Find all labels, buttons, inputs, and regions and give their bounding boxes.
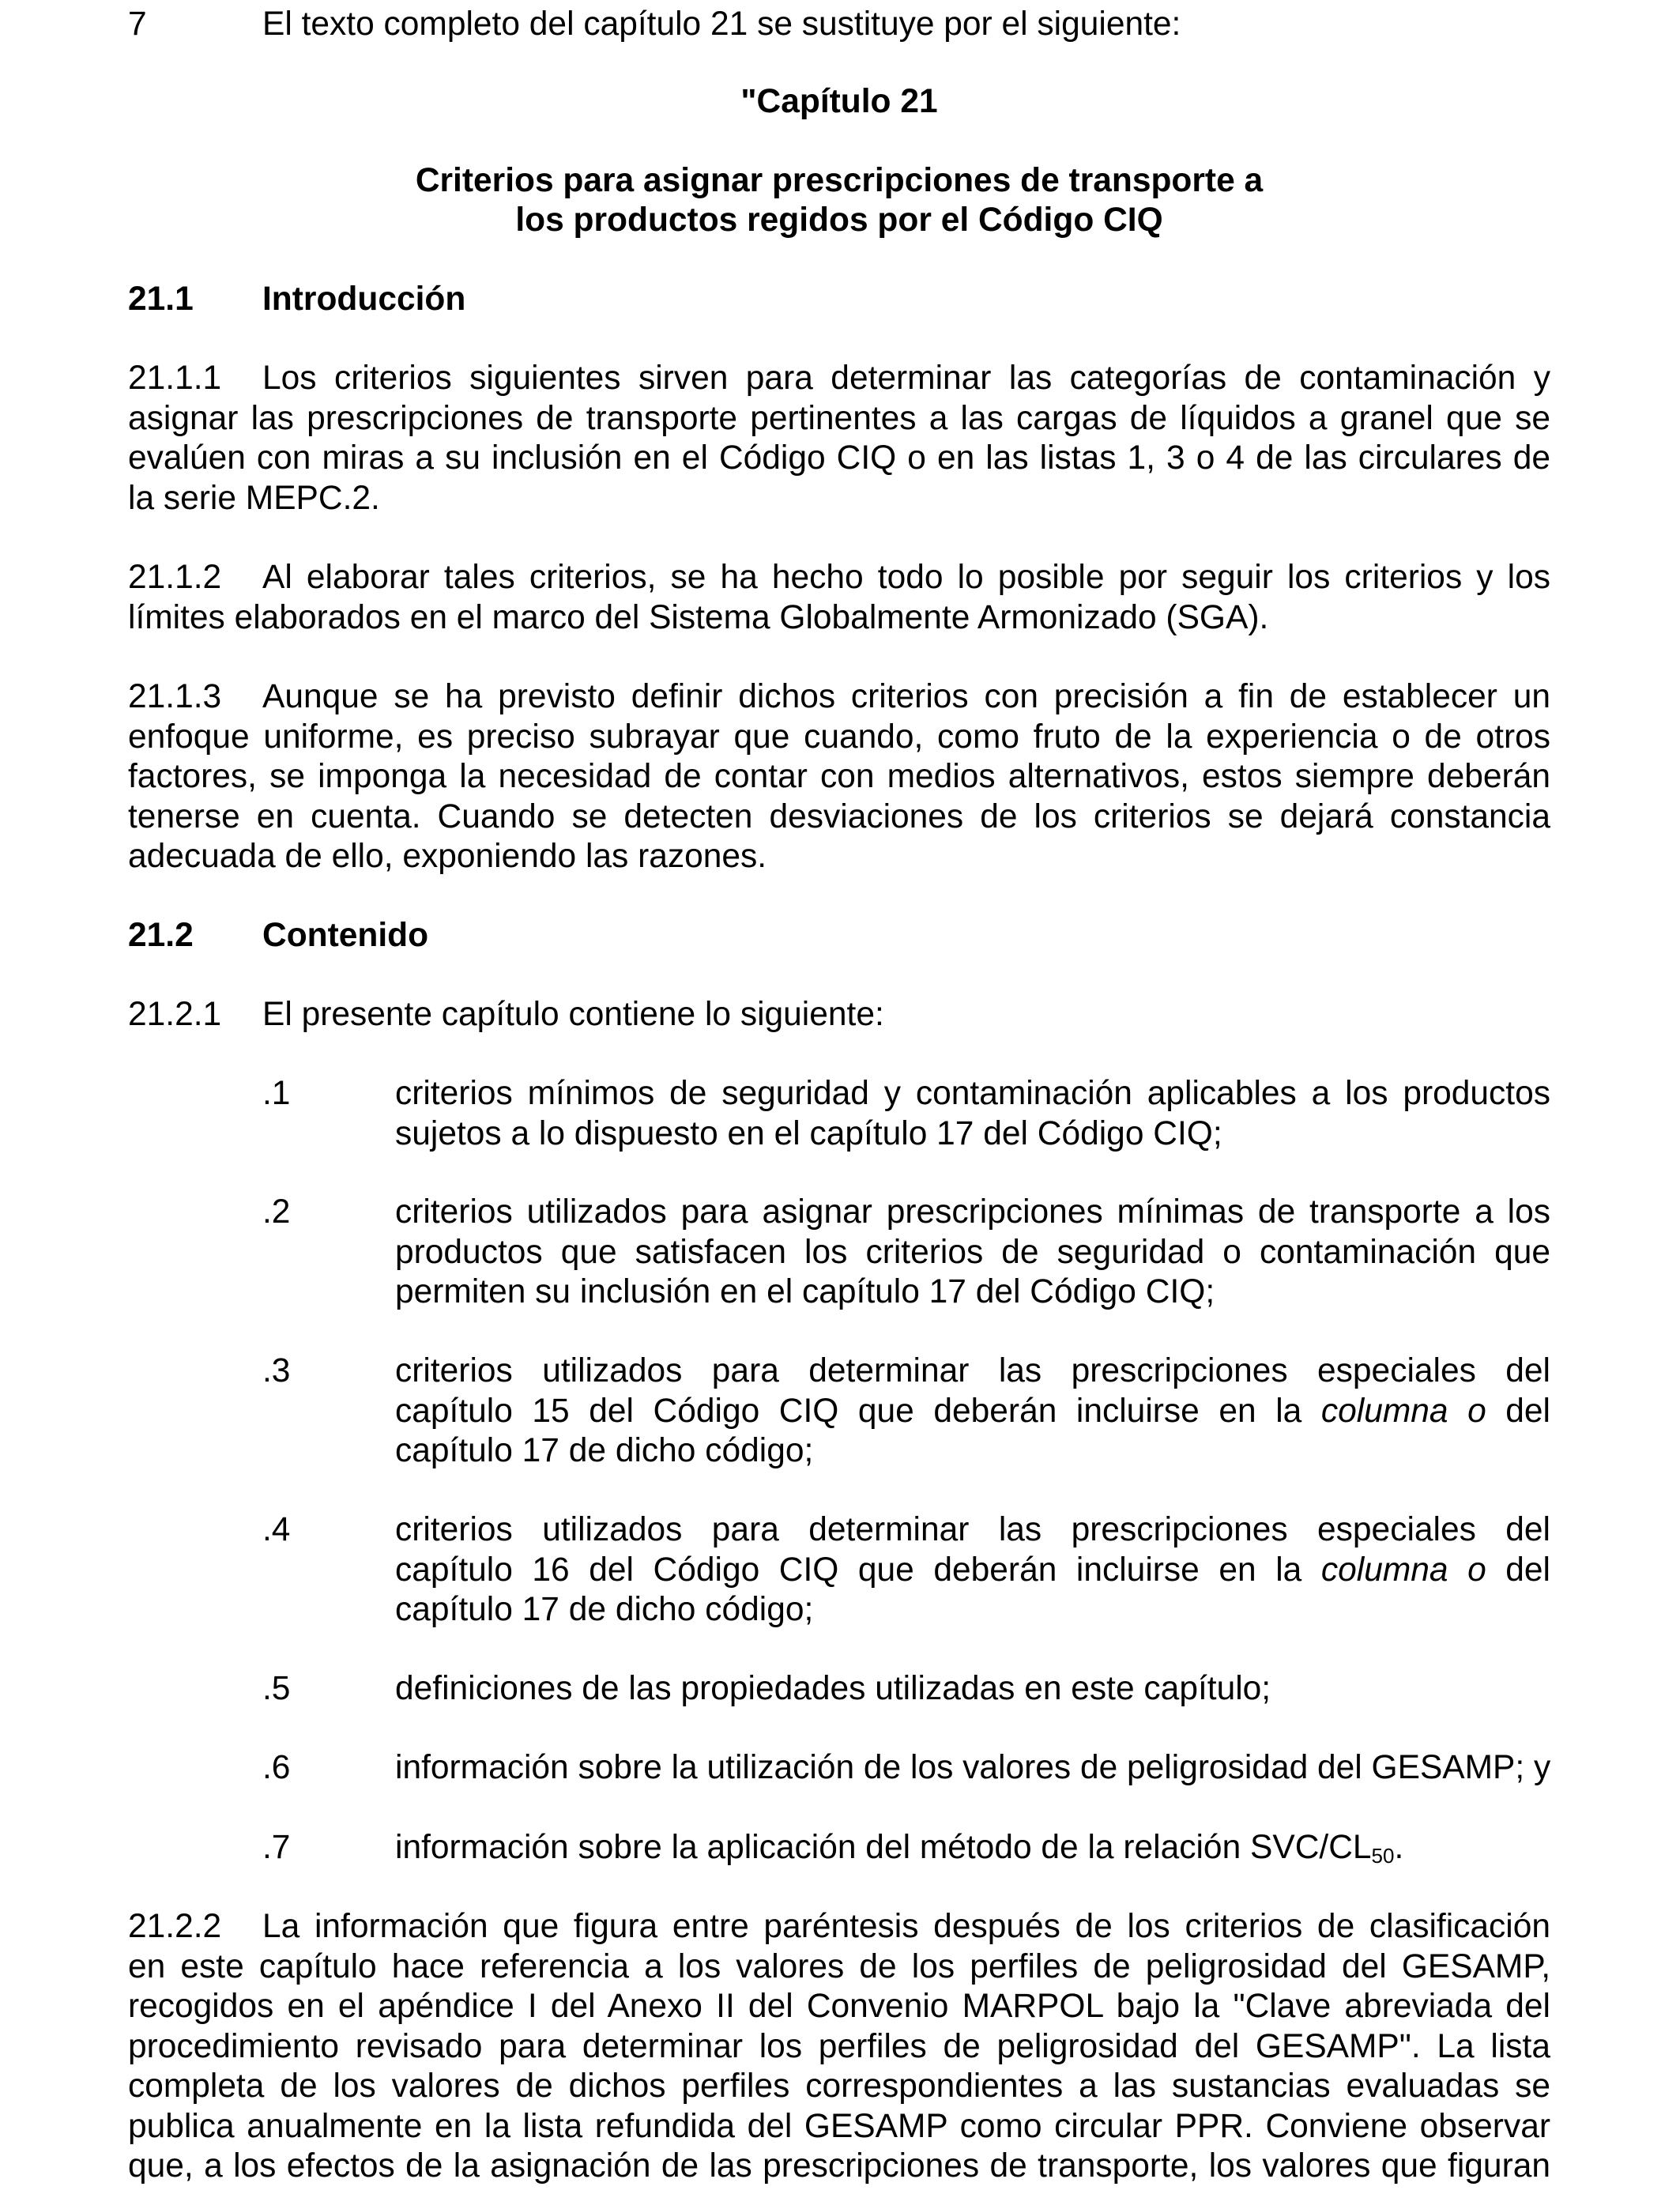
list-item-number: .5 [262, 1670, 291, 1707]
chapter-subtitle-line1: Criterios para asignar prescripciones de transporte a [415, 162, 1264, 199]
subscript: 50 [1371, 1844, 1395, 1868]
list-item-number: .2 [262, 1193, 291, 1231]
list-item-line: capítulo 17 de dicho código; [395, 1432, 814, 1469]
list-item-number: .6 [262, 1749, 291, 1786]
paragraph-line: evalúen con miras a su inclusión en el Código CIQ o en las listas 1, 3 o 4 de las circulares de [128, 439, 1550, 477]
list-item-line: criterios utilizados para asignar prescripciones mínimas de transporte a los [395, 1193, 1550, 1231]
section-21-2-heading: Contenido [262, 917, 429, 954]
list-item [395, 1074, 1550, 1154]
paragraph-line: publica anualmente en la lista refundida del GESAMP como circular PPR. Conviene observar [128, 2107, 1550, 2145]
list-item-number: .1 [262, 1075, 291, 1112]
paragraph-number: 21.1.1 [128, 360, 222, 397]
paragraph-21-1-1 [128, 359, 1550, 518]
section-21-2-number: 21.2 [128, 917, 194, 954]
list-item [395, 1748, 1550, 1789]
list-item-number: .3 [262, 1352, 291, 1389]
list-item-number: .7 [262, 1829, 291, 1866]
paragraph-line: recogidos en el apéndice I del Anexo II del Convenio MARPOL bajo la "Clave abreviada del [128, 1988, 1550, 2025]
list-item-line: permiten su inclusión en el capítulo 17 del Código CIQ; [395, 1273, 1215, 1310]
paragraph-line: que, a los efectos de la asignación de las prescripciones de transporte, los valores que figuran [128, 2147, 1550, 2185]
list-item-line: criterios mínimos de seguridad y contaminación aplicables a los productos [395, 1075, 1550, 1112]
paragraph-line: Los criterios siguientes sirven para determinar las categorías de contaminación y [262, 360, 1550, 397]
list-item-line: capítulo 17 de dicho código; [395, 1591, 814, 1628]
paragraph-number: 21.1.3 [128, 678, 222, 715]
paragraph-number: 21.1.2 [128, 559, 222, 596]
paragraph-line: la serie MEPC.2. [128, 479, 380, 517]
list-item-line: sujetos a lo dispuesto en el capítulo 17 del Código CIQ; [395, 1114, 1222, 1152]
paragraph-21-2-1-number: 21.2.1 [128, 996, 222, 1033]
chapter-title: "Capítulo 21 [740, 83, 938, 120]
list-item-line: criterios utilizados para determinar las prescripciones especiales del [395, 1511, 1550, 1548]
list-item [395, 1669, 1550, 1710]
paragraph-line: enfoque uniforme, es preciso subrayar que cuando, como fruto de la experiencia o de otros [128, 718, 1550, 756]
list-item-text: del [1505, 1392, 1550, 1430]
paragraph-line: Aunque se ha previsto definir dichos criterios con precisión a fin de establecer un [262, 678, 1550, 715]
amendment-number: 7 [128, 6, 147, 43]
section-21-1-number: 21.1 [128, 281, 194, 318]
list-item-line: criterios utilizados para determinar las prescripciones especiales del [395, 1352, 1550, 1389]
paragraph-line: asignar las prescripciones de transporte pertinentes a las cargas de líquidos a granel que se [128, 399, 1550, 437]
paragraph-number: 21.2.2 [128, 1908, 222, 1945]
paragraph-21-2-2 [128, 1907, 1550, 2187]
paragraph-line: tenerse en cuenta. Cuando se detecten desviaciones de los criterios se dejará constancia [128, 797, 1550, 835]
list-item-text: . [1394, 1829, 1404, 1866]
paragraph-line: completa de los valores de dichos perfiles correspondientes a las sustancias evaluadas se [128, 2068, 1550, 2105]
list-item [395, 1828, 1550, 1868]
list-item-number: .4 [262, 1511, 291, 1548]
list-item-text: del [1505, 1551, 1550, 1589]
paragraph-line: Al elaborar tales criterios, se ha hecho todo lo posible por seguir los criterios y los [262, 559, 1550, 596]
paragraph-line: procedimiento revisado para determinar los perfiles de peligrosidad del GESAMP". La lista [128, 2027, 1550, 2065]
chapter-subtitle-line2: los productos regidos por el Código CIQ [515, 202, 1163, 239]
paragraph-line: adecuada de ello, exponiendo las razones. [128, 838, 767, 875]
paragraph-line: en este capítulo hace referencia a los valores de los perfiles de peligrosidad del GESAMP, [128, 1947, 1550, 1985]
list-item-line: productos que satisfacen los criterios de seguridad o contaminación que [395, 1233, 1550, 1271]
list-item-text: información sobre la aplicación del método de la relación SVC/CL [395, 1829, 1372, 1866]
list-item [395, 1193, 1550, 1313]
list-item [395, 1510, 1550, 1630]
section-21-1-heading: Introducción [262, 281, 466, 318]
list-item [395, 1351, 1550, 1472]
italic-term: columna o [1320, 1392, 1486, 1430]
list-item-text: capítulo 16 del Código CIQ que deberán incluirse en la [395, 1551, 1302, 1589]
paragraph-21-1-3 [128, 677, 1550, 877]
list-item-text: capítulo 15 del Código CIQ que deberán incluirse en la [395, 1392, 1302, 1430]
paragraph-line: factores, se imponga la necesidad de contar con medios alternativos, estos siempre deberán [128, 758, 1550, 795]
paragraph-line: límites elaborados en el marco del Sistema Globalmente Armonizado (SGA). [128, 598, 1269, 636]
paragraph-line: La información que figura entre paréntesis después de los criterios de clasificación [262, 1908, 1550, 1945]
paragraph-21-1-2 [128, 558, 1550, 638]
amendment-text: El texto completo del capítulo 21 se sustituye por el siguiente: [262, 6, 1181, 43]
paragraph-21-2-1-text: El presente capítulo contiene lo siguiente: [262, 996, 884, 1033]
list-item-line: información sobre la utilización de los valores de peligrosidad del GESAMP; y [395, 1749, 1551, 1786]
italic-term: columna o [1320, 1551, 1486, 1589]
list-item-line: definiciones de las propiedades utilizadas en este capítulo; [395, 1670, 1271, 1707]
